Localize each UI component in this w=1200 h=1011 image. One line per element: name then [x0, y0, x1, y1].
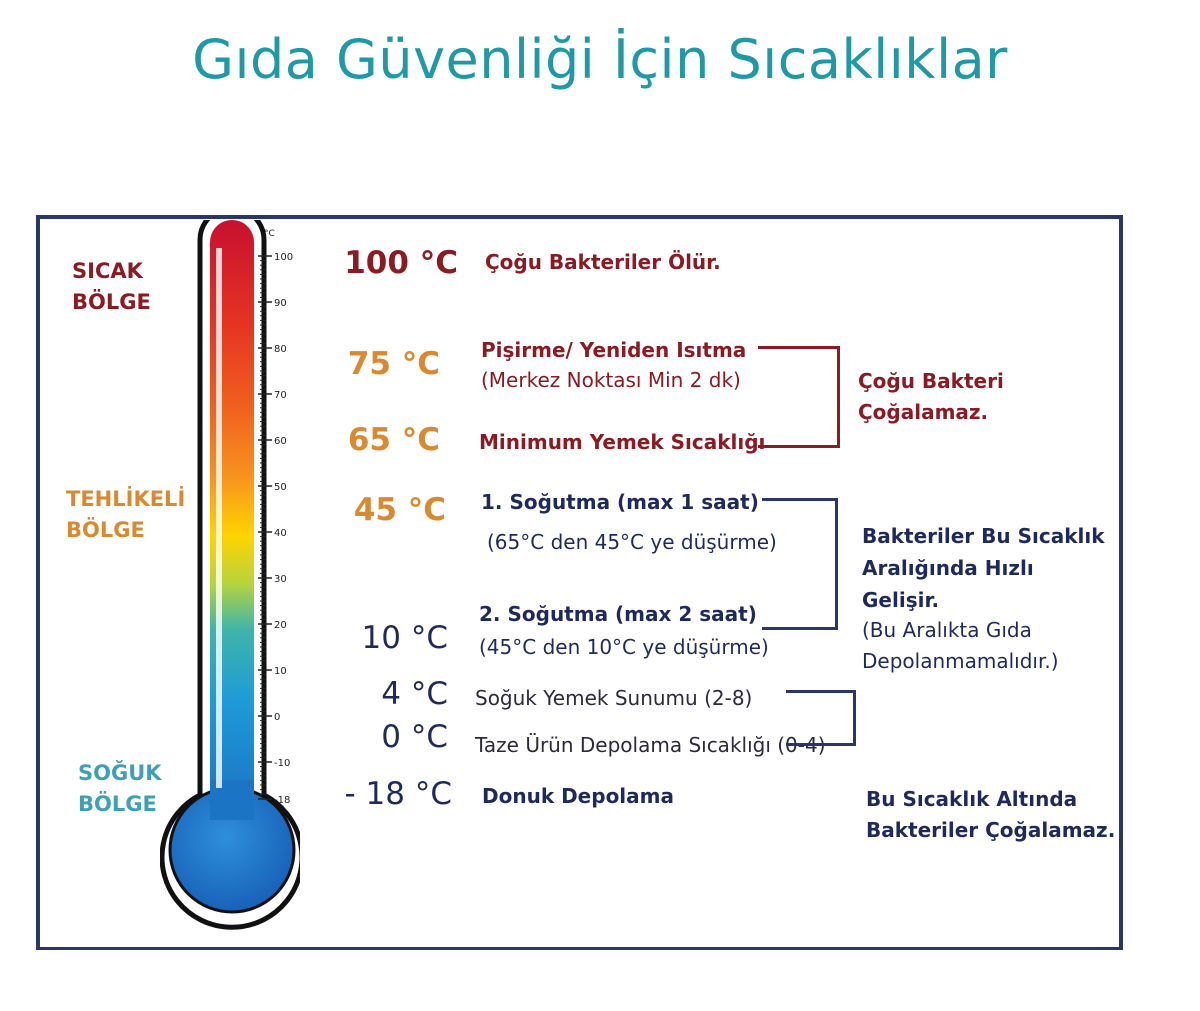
temp-45: 45 °C	[353, 492, 446, 528]
desc-45: 1. Soğutma (max 1 saat)	[481, 490, 759, 514]
temp-minus-18: - 18 °C	[344, 776, 452, 812]
scale-label: 0	[274, 712, 281, 723]
bracket-cooking	[758, 346, 840, 448]
note-rapid-growth-sub: (Bu Aralıkta Gıda Depolanmamalıdır.)	[862, 618, 1059, 673]
temp-65: 65 °C	[347, 422, 440, 458]
scale-label: 40	[274, 528, 287, 539]
scale-label: 10	[274, 666, 287, 677]
temp-75: 75 °C	[347, 346, 440, 382]
temp-0: 0 °C	[381, 719, 448, 755]
scale-label: 70	[274, 390, 287, 401]
bracket-danger	[762, 498, 838, 630]
scale-label: 50	[274, 482, 287, 493]
desc-75-sub: (Merkez Noktası Min 2 dk)	[481, 368, 741, 392]
thermometer	[160, 220, 300, 930]
scale-label: 90	[274, 298, 287, 309]
bracket-cold	[786, 690, 856, 746]
desc-4: Soğuk Yemek Sunumu (2-8)	[475, 686, 753, 710]
scale-label: 60	[274, 436, 287, 447]
desc-0: Taze Ürün Depolama Sıcaklığı (0-4)	[475, 733, 826, 757]
thermometer-unit: °C	[264, 229, 275, 239]
page-title: Gıda Güvenliği İçin Sıcaklıklar	[192, 28, 1008, 91]
temp-100: 100 °C	[344, 245, 458, 281]
note-rapid-growth: Bakteriler Bu Sıcaklık Aralığında Hızlı Gelişir.	[862, 524, 1105, 612]
desc-65: Minimum Yemek Sıcaklığı	[479, 430, 766, 454]
scale-label: 20	[274, 620, 287, 631]
scale-label: 30	[274, 574, 287, 585]
temp-4: 4 °C	[381, 676, 448, 712]
zone-cold-label: SOĞUK BÖLGE	[78, 761, 162, 816]
scale-label: -10	[274, 758, 291, 769]
temp-10: 10 °C	[361, 620, 448, 656]
scale-label: 100	[274, 252, 294, 263]
scale-label: 80	[274, 344, 287, 355]
scale-label: -18	[274, 795, 291, 806]
desc-45-sub: (65°C den 45°C ye düşürme)	[487, 530, 777, 554]
desc-100: Çoğu Bakteriler Ölür.	[485, 250, 721, 274]
desc-10: 2. Soğutma (max 2 saat)	[479, 602, 757, 626]
desc-10-sub: (45°C den 10°C ye düşürme)	[479, 635, 769, 659]
note-frozen: Bu Sıcaklık Altında Bakteriler Çoğalamaz.	[866, 787, 1116, 842]
desc-minus-18: Donuk Depolama	[482, 784, 674, 808]
zone-hot-label: SICAK BÖLGE	[72, 259, 151, 314]
desc-75: Pişirme/ Yeniden Isıtma	[481, 338, 747, 362]
note-no-growth: Çoğu Bakteri Çoğalamaz.	[858, 369, 1004, 424]
zone-danger-label: TEHLİKELİ BÖLGE	[66, 487, 186, 542]
